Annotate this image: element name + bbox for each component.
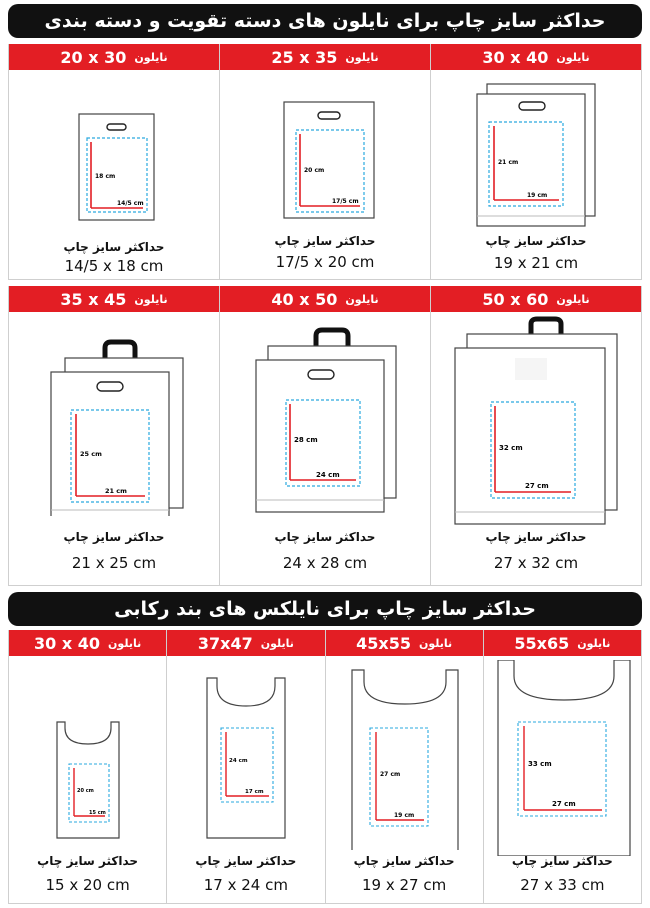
bag-label: نایلون: [577, 636, 611, 650]
bag-label: نایلون: [345, 292, 379, 306]
tshirt-bag-outline: [352, 670, 458, 850]
height-label: 33 cm: [527, 760, 552, 768]
tshirt-bag-diagram: [484, 660, 642, 856]
handle-cutout-icon: [519, 102, 545, 110]
width-label: 17/5 cm: [332, 198, 359, 205]
bag-header: [220, 286, 430, 312]
bag-dimensions: 19 x 27 cm: [362, 876, 447, 894]
bag-label: نایلون: [260, 636, 294, 650]
bag-label: نایلون: [556, 292, 590, 306]
handle-cutout-area: [515, 358, 547, 380]
bag-diagram: [431, 74, 641, 234]
bag-caption: حداکثر سایز چاپ: [353, 854, 455, 868]
bag-diagram: [220, 316, 430, 516]
bag-size: 25 x 35: [271, 47, 338, 67]
bag-dimensions: 27 x 32 cm: [493, 554, 579, 572]
bag-dimensions: 14/5 x 18 cm: [64, 257, 164, 275]
bag-card-40x50: [220, 286, 431, 585]
bag-caption: حداکثر سایز چاپ: [511, 854, 613, 868]
bag-card-30x40: [431, 44, 641, 279]
bag-caption: حداکثر سایز چاپ: [63, 240, 165, 254]
bag-size: 30 x 40: [34, 633, 101, 653]
bag-header: [431, 44, 641, 70]
tshirt-bag-card-30x40: [9, 630, 167, 903]
bag-header: [9, 286, 219, 312]
handle-cutout-icon: [107, 124, 126, 130]
height-label: 20 cm: [304, 167, 325, 174]
bag-dimensions: 24 x 28 cm: [282, 554, 368, 572]
bag-label: نایلون: [418, 636, 453, 650]
bag-card-25x35: [220, 44, 431, 279]
handle-cutout-icon: [308, 370, 334, 379]
tshirt-bag-outline: [57, 722, 119, 838]
bag-card-50x60: [431, 286, 641, 585]
tshirt-bags-row: [8, 630, 642, 904]
bag-header: [167, 630, 324, 656]
tshirt-bag-diagram: [326, 660, 484, 850]
tshirt-bag-diagram: [9, 660, 167, 850]
bag-diagram: [9, 316, 219, 516]
handle-cutout-icon: [318, 112, 340, 119]
height-label: 24 cm: [229, 758, 248, 764]
height-label: 18 cm: [95, 173, 116, 180]
width-label: 15 cm: [89, 810, 106, 816]
bag-card-35x45: [9, 286, 220, 585]
bag-caption: حداکثر سایز چاپ: [485, 234, 587, 248]
bag-size: 50 x 60: [482, 289, 549, 309]
bag-header: [326, 630, 483, 656]
height-label: 25 cm: [80, 450, 102, 458]
bag-diagram: [9, 74, 219, 224]
width-label: 17 cm: [245, 789, 264, 795]
tshirt-bag-diagram: [167, 660, 325, 850]
height-label: 28 cm: [294, 436, 318, 444]
width-label: 27 cm: [525, 482, 549, 490]
section-title-text: حداکثر سایز چاپ برای نایلون های دسته تقویت و دسته بندی: [44, 10, 606, 32]
bag-header: [9, 630, 166, 656]
bag-dimensions: 17/5 x 20 cm: [275, 253, 375, 271]
bag-size: 40 x 50: [271, 289, 338, 309]
height-label: 21 cm: [498, 159, 519, 166]
width-label: 24 cm: [316, 471, 340, 479]
bag-caption: حداکثر سایز چاپ: [195, 854, 297, 868]
width-label: 21 cm: [105, 487, 127, 495]
bag-header: [9, 44, 219, 70]
tshirt-bag-card-45x55: [326, 630, 484, 903]
bag-diagram: [220, 74, 430, 224]
bag-size: 45x55: [356, 633, 411, 653]
handle-cutout-icon: [97, 382, 123, 391]
bag-dimensions: 15 x 20 cm: [45, 876, 130, 894]
bag-dimensions: 21 x 25 cm: [71, 554, 157, 572]
bag-dimensions: 17 x 24 cm: [203, 876, 288, 894]
bag-label: نایلون: [108, 636, 142, 650]
bag-size: 30 x 40: [482, 47, 549, 67]
bag-caption: حداکثر سایز چاپ: [274, 530, 376, 544]
bag-size: 37x47: [197, 633, 253, 653]
handle-bags-row-2: [8, 286, 642, 586]
bag-size: 35 x 45: [60, 289, 127, 309]
bag-label: نایلون: [345, 50, 379, 64]
bag-header: [220, 44, 430, 70]
section-title-tshirt-bags: [8, 592, 642, 626]
bag-caption: حداکثر سایز چاپ: [274, 234, 376, 248]
width-label: 14/5 cm: [117, 200, 144, 207]
bag-caption: حداکثر سایز چاپ: [485, 530, 587, 544]
tshirt-bag-card-55x65: [484, 630, 641, 903]
height-label: 20 cm: [77, 788, 94, 794]
bag-dimensions: 19 x 21 cm: [493, 254, 579, 272]
bag-label: نایلون: [134, 50, 168, 64]
width-label: 27 cm: [551, 800, 576, 808]
bag-size: 55x65: [514, 633, 570, 653]
section-title-text: حداکثر سایز چاپ برای نایلکس های بند رکابی: [114, 598, 536, 620]
width-label: 19 cm: [527, 192, 548, 199]
bag-label: نایلون: [134, 292, 168, 306]
height-label: 27 cm: [379, 771, 400, 778]
bag-dimensions: 27 x 33 cm: [520, 876, 605, 894]
section-title-handle-bags: [8, 4, 642, 38]
bag-size: 20 x 30: [60, 47, 127, 67]
bag-caption: حداکثر سایز چاپ: [37, 854, 139, 868]
bag-header: [431, 286, 641, 312]
bag-outline: [256, 360, 384, 512]
bag-caption: حداکثر سایز چاپ: [63, 530, 165, 544]
height-label: 32 cm: [499, 444, 523, 452]
bag-card-20x30: [9, 44, 220, 279]
bag-diagram: [431, 316, 641, 526]
width-label: 19 cm: [393, 812, 414, 819]
bag-header: [484, 630, 641, 656]
bag-label: نایلون: [556, 50, 590, 64]
tshirt-bag-card-37x47: [167, 630, 325, 903]
handle-bags-row-1: [8, 44, 642, 280]
